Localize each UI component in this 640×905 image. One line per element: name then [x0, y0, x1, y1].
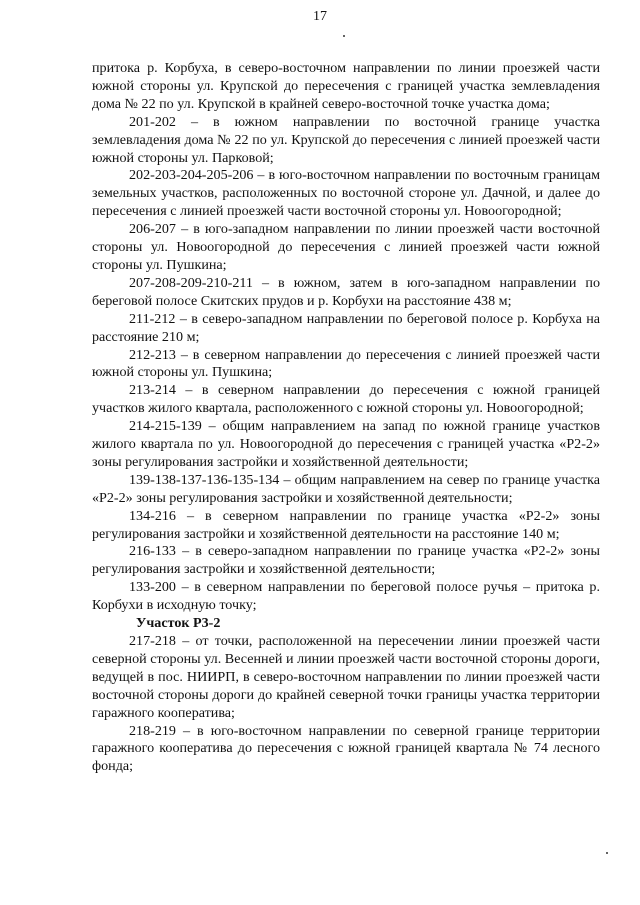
paragraph: 214-215-139 – общим направлением на запад по южной границе участков жилого квартала по ул. Новоогородной до пересечения с границей участка «Р2-2» зоны регулирования застройки и хозяйственной деятельности; [92, 418, 600, 470]
paragraph: 216-133 – в северо-западном направлении по границе участка «Р2-2» зоны регулирования застройки и хозяйственной деятельности; [92, 543, 600, 578]
scan-speck [606, 852, 608, 854]
paragraph: 202-203-204-205-206 – в юго-восточном направлении по восточным границам земельных участков, расположенных по восточной стороне ул. Дачной, и далее до пересечения с линией проезжей части восточной стороны ул. Новоогородной; [92, 167, 600, 220]
paragraph: 207-208-209-210-211 – в южном, затем в юго-западном направлении по береговой полосе Скитских прудов и р. Корбухи на расстояние 438 м; [92, 274, 600, 309]
paragraph: 218-219 – в юго-восточном направлении по северной границе территории гаражного кооператива до пересечения с южной границей квартала № 74 лесного фонда; [92, 722, 600, 775]
paragraph: притока р. Корбуха, в северо-восточном направлении по линии проезжей части южной стороны ул. Крупской до пересечения с границей участка землевладения дома № 22 по ул. Крупской в крайней северо-восточной точке участка дома; [92, 60, 600, 112]
page-number: 17 [313, 9, 327, 24]
paragraph: 211-212 – в северо-западном направлении по береговой полосе р. Корбуха на расстояние 210 м; [92, 310, 600, 345]
paragraph: 213-214 – в северном направлении до пересечения с южной границей участков жилого квартала, расположенного с южной стороны ул. Новоогородной; [92, 382, 600, 417]
paragraph: 139-138-137-136-135-134 – общим направлением на север по границе участка «Р2-2» зоны регулирования застройки и хозяйственной деятельности; [92, 471, 600, 506]
paragraph: 133-200 – в северном направлении по береговой полосе ручья – притока р. Корбухи в исходную точку; [92, 579, 600, 614]
paragraph: 134-216 – в северном направлении по границе участка «Р2-2» зоны регулирования застройки и хозяйственной деятельности на расстояние 140 м; [92, 507, 600, 542]
document-body [92, 60, 600, 776]
paragraph: 217-218 – от точки, расположенной на пересечении линии проезжей части северной стороны ул. Весенней и линии проезжей части восточной стороны дороги, ведущей в пос. НИИРП, в северо-восточном направлении по линии проезжей части восточной стороны дороги до крайней северной точки границы участка территории гаражного кооператива; [92, 633, 600, 721]
paragraph: 206-207 – в юго-западном направлении по линии проезжей части восточной стороны ул. Новоогородной до пересечения с линией проезжей части южной стороны ул. Пушкина; [92, 221, 600, 273]
scan-speck [343, 35, 345, 37]
paragraph: 212-213 – в северном направлении до пересечения с линией проезжей части южной стороны ул. Пушкина; [92, 346, 600, 381]
section-heading: Участок Р3-2 [136, 615, 221, 632]
paragraph: 201-202 – в южном направлении по восточной границе участка землевладения дома № 22 по ул. Крупской до пересечения с линией проезжей части южной стороны ул. Парковой; [92, 113, 600, 166]
